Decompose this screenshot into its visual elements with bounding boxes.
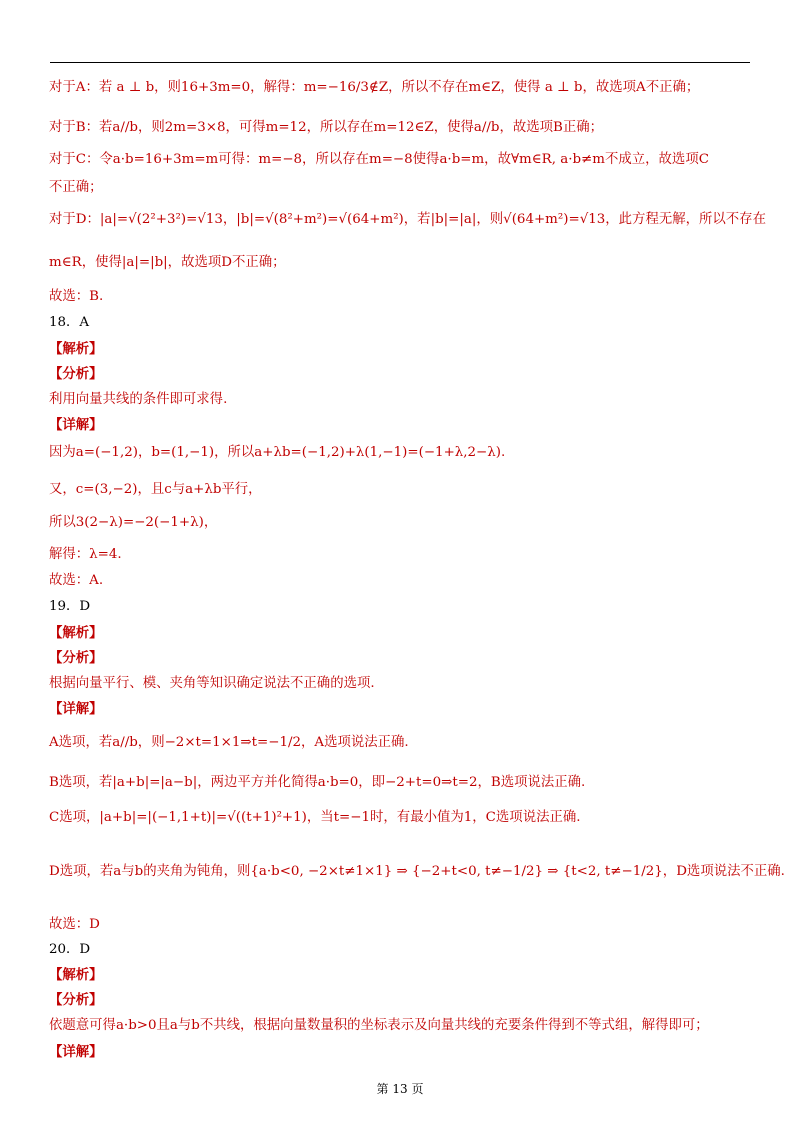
text-line: 故选：D [49, 917, 100, 932]
text-line: 对于C：令a·b=16+3m=m可得：m=−8，所以存在m=−8使得a·b=m，故∀m∈R, a·b≠m不成立，故选项C [49, 152, 709, 167]
text-line: 【详解】 [49, 417, 103, 433]
text-line: C选项，|a+b|=|(−1,1+t)|=√((t+1)²+1)，当t=−1时，有最小值为1，C选项说法正确. [49, 810, 581, 825]
text-line: 对于B：若a//b，则2m=3×8，可得m=12，所以存在m=12∈Z，使得a//b，故选项B正确； [49, 120, 604, 135]
text-line: 对于A：若 a ⊥ b，则16+3m=0，解得：m=−16/3∉Z，所以不存在m∈Z，使得 a ⊥ b，故选项A不正确； [49, 80, 700, 95]
text-line: 【详解】 [49, 701, 103, 717]
text-line: 利用向量共线的条件即可求得. [49, 392, 228, 407]
text-line: A选项，若a//b，则−2×t=1×1⇒t=−1/2，A选项说法正确. [49, 735, 409, 750]
text-line: 18．A [49, 315, 90, 330]
page-footer: 第 13 页 [376, 1082, 424, 1096]
text-line: 根据向量平行、模、夹角等知识确定说法不正确的选项. [49, 676, 375, 691]
text-line: 【分析】 [49, 992, 103, 1008]
text-line: D选项，若a与b的夹角为钝角，则{a·b<0, −2×t≠1×1} ⇒ {−2+t<0, t≠−1/2} ⇒ {t<2, t≠−1/2}，D选项说法不正确. [49, 864, 785, 879]
text-line: 20．D [49, 942, 91, 957]
text-line: 【解析】 [49, 341, 103, 357]
text-line: 对于D：|a|=√(2²+3²)=√13，|b|=√(8²+m²)=√(64+m²)，若|b|=|a|，则√(64+m²)=√13，此方程无解，所以不存在 [49, 212, 766, 227]
text-line: 【解析】 [49, 967, 103, 983]
text-line: 不正确； [49, 180, 103, 195]
text-line: 因为a=(−1,2)，b=(1,−1)，所以a+λb=(−1,2)+λ(1,−1)=(−1+λ,2−λ). [49, 445, 506, 460]
text-line: 19．D [49, 599, 91, 614]
text-line: 【分析】 [49, 366, 103, 382]
text-line: m∈R，使得|a|=|b|，故选项D不正确； [49, 255, 286, 270]
text-line: 故选：B. [49, 289, 104, 304]
text-line: 所以3(2−λ)=−2(−1+λ)， [49, 515, 218, 530]
text-line: 故选：A. [49, 573, 104, 588]
text-line: B选项，若|a+b|=|a−b|，两边平方并化简得a·b=0，即−2+t=0⇒t=2，B选项说法正确. [49, 775, 586, 790]
text-line: 依题意可得a·b>0且a与b不共线，根据向量数量积的坐标表示及向量共线的充要条件得到不等式组，解得即可； [49, 1018, 709, 1033]
text-line: 解得：λ=4. [49, 547, 122, 562]
text-line: 【解析】 [49, 625, 103, 641]
text-line: 又，c=(3,−2)，且c与a+λb平行， [49, 482, 262, 497]
text-line: 【详解】 [49, 1044, 103, 1060]
text-line: 【分析】 [49, 650, 103, 666]
top-rule [50, 62, 750, 63]
